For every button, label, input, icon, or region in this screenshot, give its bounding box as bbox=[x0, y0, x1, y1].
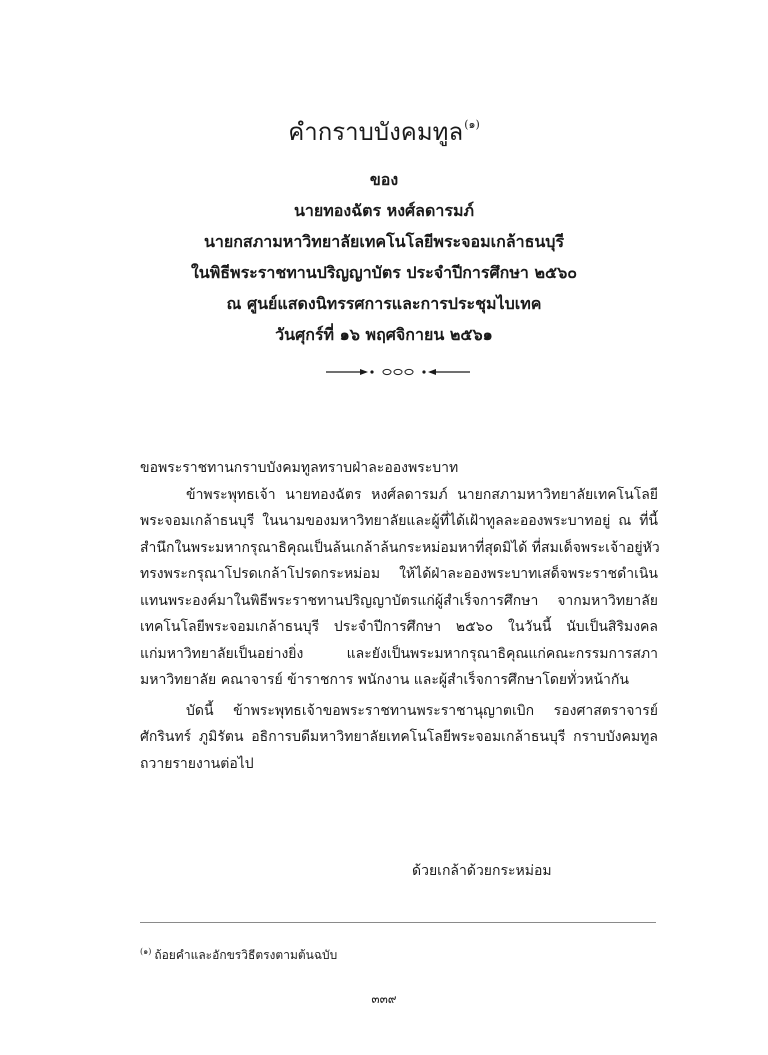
paragraph-line: เทคโนโลยีพระจอมเกล้าธนบุรี ประจำปีการศึกษา ๒๕๖๐ ในวันนี้ นับเป็นสิริมงคล bbox=[140, 619, 658, 635]
title-footnote-mark: (๑) bbox=[464, 118, 480, 131]
header-line-of: ของ bbox=[369, 170, 399, 189]
paragraph-line: ศักรินทร์ ภูมิรัตน อธิการบดีมหาวิทยาลัยเทคโนโลยีพระจอมเกล้าธนบุรี กราบบังคมทูล bbox=[140, 729, 658, 745]
paragraph-line: แก่มหาวิทยาลัยเป็นอย่างยิ่ง และยังเป็นพระมหากรุณาธิคุณแก่คณะกรรมการสภา bbox=[140, 645, 658, 662]
paragraph-line: บัดนี้ ข้าพระพุทธเจ้าขอพระราชทานพระราชานุญาตเบิก รองศาสตราจารย์ bbox=[186, 702, 658, 719]
paragraph-line: ถวายรายงานต่อไป bbox=[140, 755, 254, 772]
header-line-date: วันศุกร์ที่ ๑๖ พฤศจิกายน ๒๕๖๑ bbox=[275, 325, 493, 344]
footnote-mark: (๑) bbox=[140, 947, 152, 956]
closing-phrase: ด้วยเกล้าด้วยกระหม่อม bbox=[412, 863, 552, 879]
paragraph-2 bbox=[140, 698, 658, 778]
header-line-ceremony: ในพิธีพระราชทานปริญญาบัตร ประจำปีการศึกษา ๒๕๖๐ bbox=[190, 263, 578, 282]
paragraph-1 bbox=[140, 482, 658, 694]
header-line-position: นายกสภามหาวิทยาลัยเทคโนโลยีพระจอมเกล้าธนบุรี bbox=[203, 232, 565, 251]
paragraph-line: มหาวิทยาลัย คณาจารย์ ข้าราชการ พนักงาน และผู้สำเร็จการศึกษาโดยทั่วหน้ากัน bbox=[140, 672, 629, 688]
header-block bbox=[0, 164, 768, 350]
header-line-name: นายทองฉัตร หงศ์ลดารมภ์ bbox=[293, 201, 475, 220]
footnote bbox=[140, 941, 337, 966]
paragraph-line: ทรงพระกรุณาโปรดเกล้าโปรดกระหม่อม ให้ได้ฝ่าละอองพระบาทเสด็จพระราชดำเนิน bbox=[140, 566, 658, 582]
paragraph-line: พระจอมเกล้าธนบุรี ในนามของมหาวิทยาลัยและผู้ที่ได้เฝ้าทูลละอองพระบาทอยู่ ณ ที่นี้ bbox=[140, 513, 658, 529]
header-line-venue: ณ ศูนย์แสดงนิทรรศการและการประชุมไบเทค bbox=[226, 294, 542, 313]
paragraph-line: สำนึกในพระมหากรุณาธิคุณเป็นล้นเกล้าล้นกระหม่อมหาที่สุดมิได้ ที่สมเด็จพระเจ้าอยู่หัว bbox=[140, 539, 660, 556]
salutation: ขอพระราชทานกราบบังคมทูลทราบฝ่าละอองพระบาท bbox=[140, 460, 459, 476]
footnote-divider bbox=[140, 922, 656, 923]
page-number: ๓๓๙ bbox=[371, 992, 397, 1006]
paragraph-line: ข้าพระพุทธเจ้า นายทองฉัตร หงศ์ลดารมภ์ นายกสภามหาวิทยาลัยเทคโนโลยี bbox=[186, 486, 658, 503]
title-text: คำกราบบังคมทูล bbox=[288, 118, 464, 146]
page-title bbox=[0, 105, 768, 152]
footnote-text: ถ้อยคำและอักขรวิธีตรงตามต้นฉบับ bbox=[154, 948, 338, 962]
body-text bbox=[140, 455, 658, 777]
ornament-divider bbox=[326, 364, 470, 380]
paragraph-line: แทนพระองค์มาในพิธีพระราชทานปริญญาบัตรแก่ผู้สำเร็จการศึกษา จากมหาวิทยาลัย bbox=[140, 592, 658, 609]
